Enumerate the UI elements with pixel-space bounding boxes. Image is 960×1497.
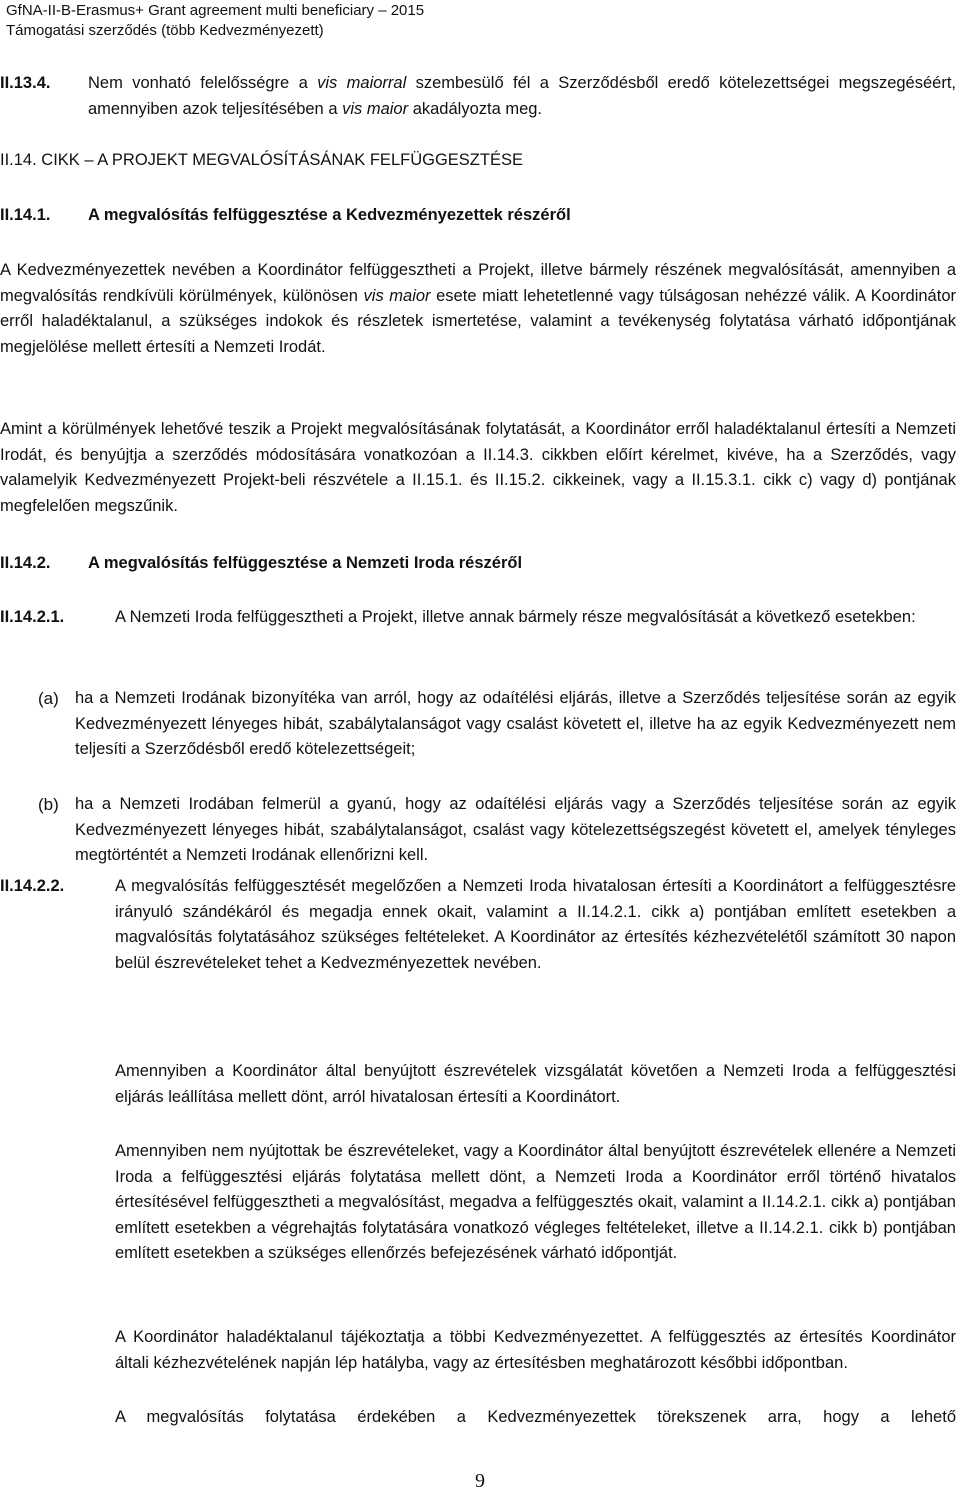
paragraph: Amennyiben nem nyújtottak be észrevételeket, vagy a Koordinátor által benyújtott észrevételek ellenére a Nemzeti Iroda a felfüggesztési eljárás folytatása mellett dönt, a Nemzeti Iroda a Koordinátor erről történő hivatalos értesítésével felfüggesztheti a megvalósítást, megadva a felfüggesztés okait, valamint a II.14.2.1. cikk a) pontjában említett esetekben a végrehajtás folytatására vonatkozó végleges feltételeket, illetve a II.14.2.1. cikk b) pontjában említett esetekben a szükséges ellenőrzés befejezésének várható időpontját. — [115, 1142, 956, 1263]
list-item: ha a Nemzeti Irodának bizonyítéka van arról, hogy az odaítélési eljárás, illetve a Szerződés teljesítése során az egyik Kedvezményezett lényeges hibát, szabálytalanságot vagy csalást követett el, illetve ha az egyik Kedvezményezett nem teljesíti a Szerződésből eredő kötelezettségeit; — [75, 689, 956, 759]
paragraph: A Kedvezményezettek nevében a Koordinátor felfüggesztheti a Projekt, illetve bármely részének megvalósítását, amennyiben a megvalósítás rendkívüli körülmények, különösen vis maior esete miatt lehetetlenné vagy túlságosan nehézzé válik. A Koordinátor erről haladéktalanul, a szükséges indokok és részletek ismertetése, valamint a tevékenység folytatása várható időpontjának megjelölése mellett értesíti a Nemzeti Irodát. — [0, 261, 956, 356]
section-title: A megvalósítás felfüggesztése a Kedvezményezettek részéről — [88, 206, 571, 224]
section-number: II.14.1. — [0, 206, 51, 224]
page-number: 9 — [475, 1470, 485, 1492]
list-marker: (b) — [38, 795, 59, 814]
paragraph: A Koordinátor haladéktalanul tájékoztatja a többi Kedvezményezettet. A felfüggesztés az értesítés Koordinátor általi kézhezvételének napján lép hatályba, vagy az értesítésben meghatározott későbbi időpontban. — [115, 1328, 956, 1372]
header-line-1: GfNA-II-B-Erasmus+ Grant agreement multi beneficiary – 2015 — [6, 2, 425, 19]
list-item: ha a Nemzeti Irodában felmerül a gyanú, hogy az odaítélési eljárás vagy a Szerződés teljesítése során az egyik Kedvezményezett lényeges hibát, szabálytalanságot, csalást vagy kötelezettségszegést követett el, amelyek tényleges megtörténtét a Nemzeti Irodának ellenőrizni kell. — [75, 795, 956, 865]
section-number: II.14.2.1. — [0, 608, 65, 626]
paragraph: Amint a körülmények lehetővé teszik a Projekt megvalósításának folytatását, a Koordinátor erről haladéktalanul értesíti a Nemzeti Irodát, és benyújtja a szerződés módosítására vonatkozóan a II.14.3. cikkben előírt kérelmet, kivéve, ha a Szerződés, vagy valamelyik Kedvezményezett Projekt-beli részvétele a II.15.1. és II.15.2. cikkeinek, vagy a II.15.3.1. cikk c) vagy d) pontjának megfelelően megszűnik. — [0, 420, 956, 515]
section-number: II.14.2. — [0, 554, 51, 572]
paragraph: A Nemzeti Iroda felfüggesztheti a Projekt, illetve annak bármely része megvalósítását a következő esetekben: — [115, 608, 916, 626]
header-line-2: Támogatási szerződés (több Kedvezményezett) — [6, 22, 324, 39]
paragraph: Amennyiben a Koordinátor által benyújtott észrevételek vizsgálatát követően a Nemzeti Iroda a felfüggesztési eljárás leállítása mellett dönt, arról hivatalosan értesíti a Koordinátort. — [115, 1062, 956, 1106]
list-marker: (a) — [38, 689, 59, 708]
section-number: II.14.2.2. — [0, 877, 65, 895]
section-title: A megvalósítás felfüggesztése a Nemzeti Iroda részéről — [88, 554, 523, 572]
paragraph: A megvalósítás felfüggesztését megelőzően a Nemzeti Iroda hivatalosan értesíti a Koordinátort a felfüggesztésre irányuló szándékáról és megadja ennek okait, valamint a II.14.2.1. cikk a) pontjában említett esetekben a magvalósítás folytatásához szükséges feltételeket. A Koordinátor az értesítés kézhezvételétől számított 30 napon belül észrevételeket tehet a Kedvezményezettek nevében. — [115, 877, 956, 972]
section-number: II.13.4. — [0, 74, 51, 92]
paragraph: A megvalósítás folytatása érdekében a Kedvezményezettek törekszenek arra, hogy a lehető — [115, 1408, 956, 1426]
paragraph: Nem vonható felelősségre a vis maiorral szembesülő fél a Szerződésből eredő kötelezettségei megszegéséért, amennyiben azok teljesítésében a vis maior akadályozta meg. — [88, 74, 957, 118]
article-heading: II.14. CIKK – A PROJEKT MEGVALÓSÍTÁSÁNAK FELFÜGGESZTÉSE — [0, 151, 523, 169]
